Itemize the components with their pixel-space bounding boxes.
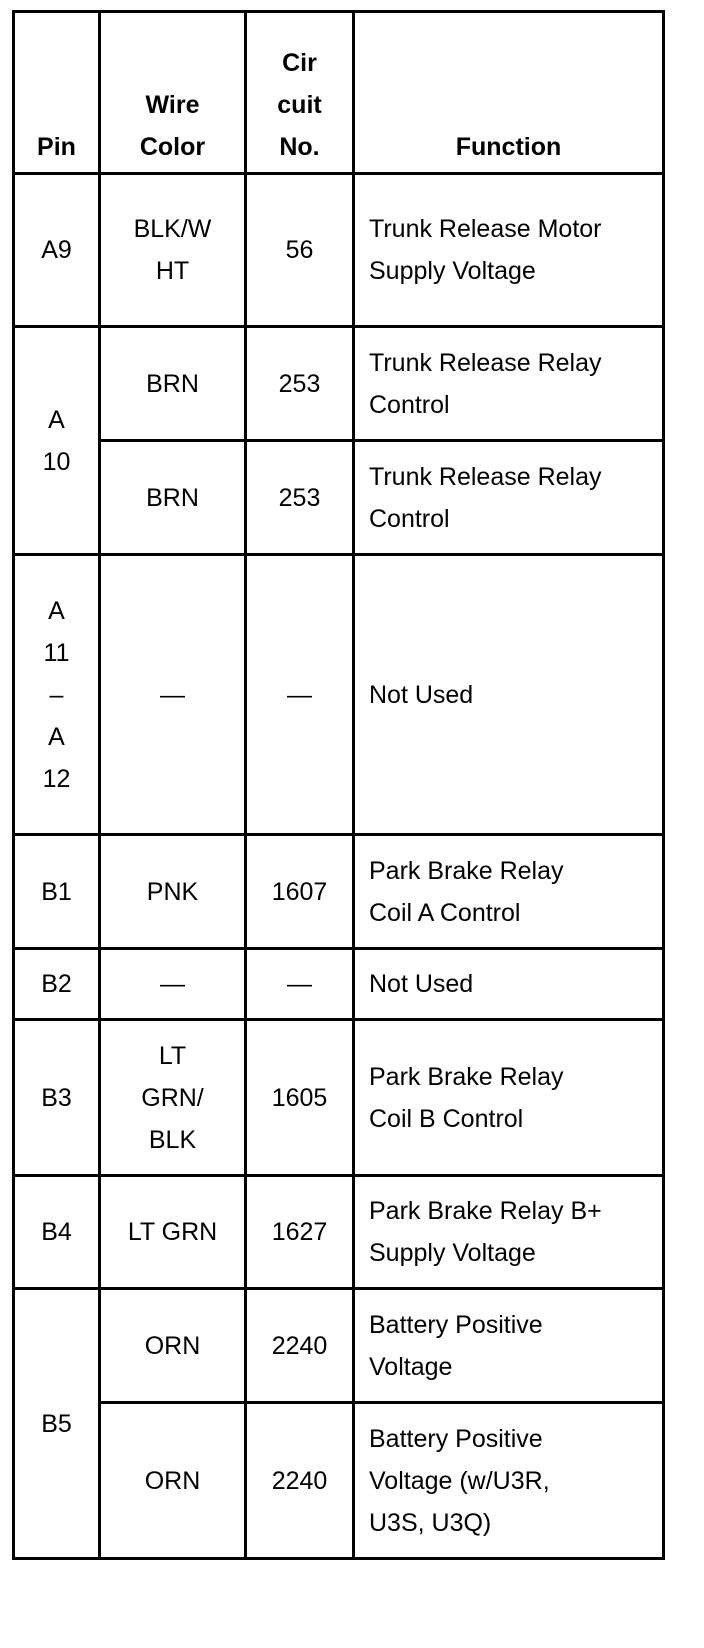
header-pin: Pin <box>14 12 100 174</box>
function-cell: Not Used <box>354 949 664 1020</box>
function-cell: Park Brake Relay Coil A Control <box>354 835 664 949</box>
wire-color-cell: — <box>100 949 246 1020</box>
header-row <box>14 12 664 174</box>
circuit-cell: 2240 <box>246 1289 354 1403</box>
header-wire-color: Wire Color <box>100 12 246 174</box>
pin-cell: A9 <box>14 174 100 327</box>
wire-color-cell: ORN <box>100 1289 246 1403</box>
pin-cell: B5 <box>14 1289 100 1559</box>
table-row <box>14 835 664 949</box>
table-row <box>14 1176 664 1289</box>
wire-color-cell: LT GRN/ BLK <box>100 1020 246 1176</box>
wire-color-cell: BLK/W HT <box>100 174 246 327</box>
circuit-cell: 2240 <box>246 1403 354 1559</box>
table-row <box>14 1289 664 1403</box>
circuit-cell: 56 <box>246 174 354 327</box>
header-circuit-no: Cir cuit No. <box>246 12 354 174</box>
wire-color-cell: PNK <box>100 835 246 949</box>
function-cell: Trunk Release Relay Control <box>354 441 664 555</box>
circuit-cell: — <box>246 949 354 1020</box>
header-function: Function <box>354 12 664 174</box>
wire-color-cell: BRN <box>100 441 246 555</box>
table-row <box>14 1020 664 1176</box>
function-cell: Not Used <box>354 555 664 835</box>
function-cell: Park Brake Relay B+ Supply Voltage <box>354 1176 664 1289</box>
pin-cell: B1 <box>14 835 100 949</box>
circuit-cell: 1627 <box>246 1176 354 1289</box>
connector-pinout-table <box>12 10 665 1560</box>
pin-cell: B3 <box>14 1020 100 1176</box>
function-cell: Park Brake Relay Coil B Control <box>354 1020 664 1176</box>
pin-cell: A 11 – A 12 <box>14 555 100 835</box>
table-row <box>14 949 664 1020</box>
circuit-cell: — <box>246 555 354 835</box>
table-row <box>14 1403 664 1559</box>
function-cell: Trunk Release Motor Supply Voltage <box>354 174 664 327</box>
table-row <box>14 174 664 327</box>
wire-color-cell: ORN <box>100 1403 246 1559</box>
table-row <box>14 441 664 555</box>
pin-cell: A 10 <box>14 327 100 555</box>
function-cell: Battery Positive Voltage (w/U3R, U3S, U3Q) <box>354 1403 664 1559</box>
function-cell: Trunk Release Relay Control <box>354 327 664 441</box>
wire-color-cell: — <box>100 555 246 835</box>
function-cell: Battery Positive Voltage <box>354 1289 664 1403</box>
pin-cell: B4 <box>14 1176 100 1289</box>
circuit-cell: 253 <box>246 441 354 555</box>
wire-color-cell: LT GRN <box>100 1176 246 1289</box>
circuit-cell: 1607 <box>246 835 354 949</box>
circuit-cell: 253 <box>246 327 354 441</box>
table-row <box>14 327 664 441</box>
wire-color-cell: BRN <box>100 327 246 441</box>
pin-cell: B2 <box>14 949 100 1020</box>
circuit-cell: 1605 <box>246 1020 354 1176</box>
table-row <box>14 555 664 835</box>
